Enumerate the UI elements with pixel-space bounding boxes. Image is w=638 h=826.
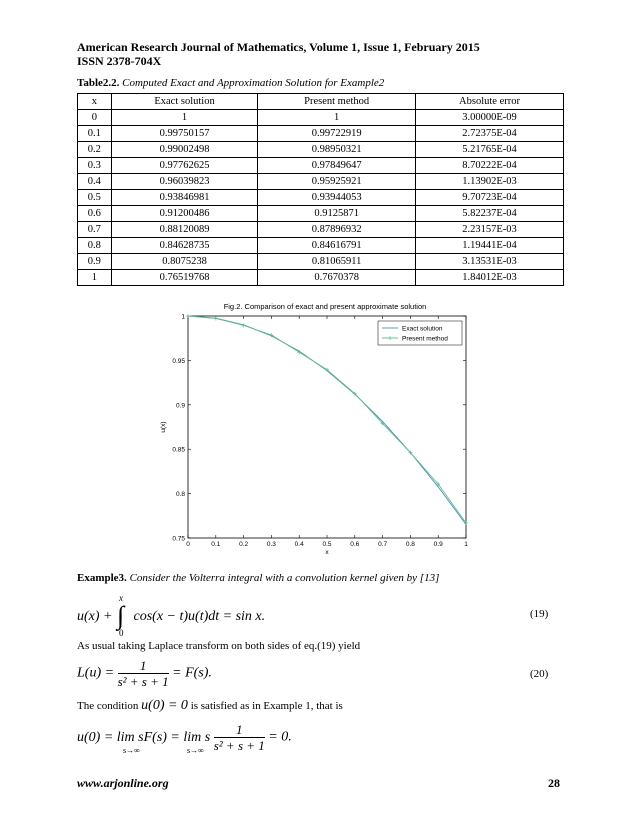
limit-rhs: = 0. <box>268 729 292 745</box>
table-cell: 0.84628735 <box>111 238 258 254</box>
table-cell: 0.4 <box>78 174 112 190</box>
y-tick-label: 0.75 <box>172 535 185 543</box>
table-cell: 0.98950321 <box>258 142 416 158</box>
condition-before: The condition <box>77 700 139 712</box>
table-cell: 0 <box>78 110 112 126</box>
y-tick-label: 1 <box>181 313 185 321</box>
table-cell: 0.76519768 <box>111 270 258 286</box>
results-table <box>77 93 564 286</box>
table-caption-text: Computed Exact and Approximation Solution for Example2 <box>122 77 385 89</box>
table-cell: 5.21765E-04 <box>416 142 564 158</box>
table-body <box>78 110 564 286</box>
condition-paragraph <box>77 698 343 714</box>
table-cell: 1.19441E-04 <box>416 238 564 254</box>
table-cell: 0.87896932 <box>258 222 416 238</box>
col-header-exact: Exact solution <box>111 94 258 110</box>
table-header-row <box>78 94 564 110</box>
table-cell: 0.3 <box>78 158 112 174</box>
table-cell: 0.8 <box>78 238 112 254</box>
table-cell: 0.9125871 <box>258 206 416 222</box>
table-cell: 2.23157E-03 <box>416 222 564 238</box>
eq20-lhs: L(u) = <box>77 665 115 681</box>
table-cell: 1 <box>111 110 258 126</box>
legend-label: Present method <box>402 335 448 343</box>
table-caption-label: Table2.2. <box>77 77 120 89</box>
eq20-rhs: = F(s). <box>172 665 212 681</box>
col-header-present: Present method <box>258 94 416 110</box>
table-cell: 3.13531E-03 <box>416 254 564 270</box>
eq19-lhs: u(x) + <box>77 609 113 624</box>
col-header-error: Absolute error <box>416 94 564 110</box>
table-row <box>78 254 564 270</box>
table-cell: 0.9 <box>78 254 112 270</box>
table-caption <box>77 77 384 89</box>
table-cell: 0.84616791 <box>258 238 416 254</box>
integral-upper-limit: x <box>119 593 123 603</box>
example3-label: Example3. <box>77 572 127 584</box>
x-tick-label: 0 <box>186 541 190 548</box>
table-cell: 1.13902E-03 <box>416 174 564 190</box>
eq20-fraction <box>118 658 169 689</box>
chart-legend <box>378 321 462 345</box>
table-cell: 2.72375E-04 <box>416 126 564 142</box>
condition-math: u(0) = 0 <box>141 698 188 713</box>
table-cell: 3.00000E-09 <box>416 110 564 126</box>
eq20-denominator: s² + s + 1 <box>117 674 169 689</box>
table-cell: 0.93846981 <box>111 190 258 206</box>
x-tick-label: 0.4 <box>294 541 304 548</box>
example3-text: Consider the Volterra integral with a convolution kernel given by [13] <box>129 572 440 584</box>
eq20-numerator: 1 <box>118 658 169 674</box>
table-cell: 0.93944053 <box>258 190 416 206</box>
table-row <box>78 110 564 126</box>
table-cell: 0.97849647 <box>258 158 416 174</box>
col-header-x: x <box>78 94 112 110</box>
table-cell: 1.84012E-03 <box>416 270 564 286</box>
table-cell: 0.6 <box>78 206 112 222</box>
table-cell: 5.82237E-04 <box>416 206 564 222</box>
limit-subscript-1: s→∞ <box>123 745 140 755</box>
table-cell: 1 <box>258 110 416 126</box>
table-cell: 0.2 <box>78 142 112 158</box>
table-row <box>78 238 564 254</box>
limit-subscript-2: s→∞ <box>187 745 204 755</box>
x-tick-label: 0.2 <box>239 541 249 548</box>
limit-denominator: s² + s + 1 <box>213 738 265 753</box>
x-tick-label: 0.5 <box>322 541 332 548</box>
legend-label: Exact solution <box>402 325 443 333</box>
eq19-number: (19) <box>530 608 549 620</box>
table-row <box>78 206 564 222</box>
table-cell: 0.99002498 <box>111 142 258 158</box>
table-cell: 0.88120089 <box>111 222 258 238</box>
table-cell: 0.99750157 <box>111 126 258 142</box>
x-tick-label: 0.7 <box>378 541 388 548</box>
x-tick-label: 0.6 <box>350 541 360 548</box>
integral-lower-limit: 0 <box>119 628 124 638</box>
eq20-number: (20) <box>530 668 549 680</box>
y-tick-label: 0.8 <box>175 491 185 499</box>
condition-after: is satisfied as in Example 1, that is <box>190 700 343 712</box>
table-cell: 0.1 <box>78 126 112 142</box>
example3-heading <box>77 572 439 584</box>
equation-20 <box>77 658 212 689</box>
table-cell: 0.99722919 <box>258 126 416 142</box>
table-row <box>78 190 564 206</box>
chart-title: Fig.2. Comparison of exact and present approximate solution <box>223 302 427 311</box>
limit-lhs: u(0) = lim sF(s) = lim s <box>77 729 211 745</box>
laplace-paragraph: As usual taking Laplace transform on both sides of eq.(19) yield <box>77 640 361 652</box>
x-tick-label: 0.9 <box>433 541 443 548</box>
table-cell: 8.70222E-04 <box>416 158 564 174</box>
table-cell: 1 <box>78 270 112 286</box>
table-cell: 0.95925921 <box>258 174 416 190</box>
table-row <box>78 222 564 238</box>
limit-fraction <box>214 722 265 753</box>
table-cell: 0.7670378 <box>258 270 416 286</box>
table-row <box>78 158 564 174</box>
journal-header <box>77 40 480 68</box>
x-tick-label: 0.1 <box>211 541 221 548</box>
y-axis-label: u(x) <box>160 421 167 433</box>
x-tick-label: 1 <box>464 541 468 548</box>
table-row <box>78 270 564 286</box>
table-cell: 0.5 <box>78 190 112 206</box>
table-row <box>78 126 564 142</box>
table-cell: 9.70723E-04 <box>416 190 564 206</box>
limit-numerator: 1 <box>214 722 265 738</box>
equation-limit <box>77 722 292 753</box>
table-cell: 0.91200486 <box>111 206 258 222</box>
equation-19 <box>77 593 266 638</box>
table-row <box>78 142 564 158</box>
x-tick-label: 0.3 <box>266 541 276 548</box>
table-cell: 0.81065911 <box>258 254 416 270</box>
eq19-body: cos(x − t)u(t)dt = sin x. <box>133 609 266 624</box>
issn-line: ISSN 2378-704X <box>77 54 162 68</box>
page-number: 28 <box>548 776 560 790</box>
footer-website[interactable]: www.arjonline.org <box>77 776 169 790</box>
y-tick-label: 0.85 <box>172 446 185 454</box>
y-tick-label: 0.9 <box>175 402 185 410</box>
journal-line: American Research Journal of Mathematics, Volume 1, Issue 1, February 2015 <box>77 40 480 54</box>
x-axis-label: x <box>325 549 329 556</box>
table-cell: 0.8075238 <box>111 254 258 270</box>
table-cell: 0.97762625 <box>111 158 258 174</box>
table-row <box>78 174 564 190</box>
x-tick-label: 0.8 <box>405 541 415 548</box>
integral-sign: x ∫ 0 <box>117 593 125 638</box>
y-tick-label: 0.95 <box>172 357 185 365</box>
table-cell: 0.96039823 <box>111 174 258 190</box>
table-cell: 0.7 <box>78 222 112 238</box>
comparison-chart <box>155 298 485 560</box>
